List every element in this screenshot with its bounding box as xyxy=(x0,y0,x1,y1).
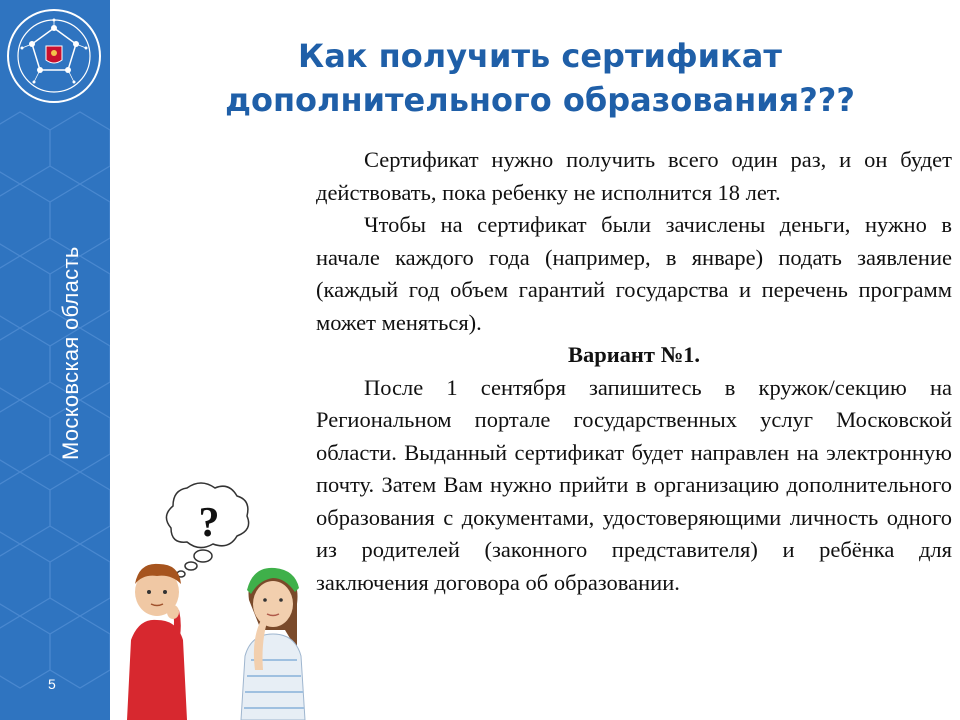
hexagon-pattern xyxy=(0,0,110,720)
sidebar xyxy=(0,0,110,720)
region-label: Московская область xyxy=(58,246,83,460)
variant-heading: Вариант №1. xyxy=(567,342,701,367)
paragraph-certificate-validity: Сертификат нужно получить всего один раз, и он будет действовать, пока ребенку не исполнится 18 лет. xyxy=(316,147,952,205)
education-center-emblem-icon xyxy=(4,6,104,106)
paragraph-enrollment-steps: После 1 сентября запишитесь в кружок/секцию на Региональном портале государственных услуг Московской области. Выданный сертификат будет направлен на электронную почту. Затем Вам нужно прийти в организацию дополнительного образования с документами, удостоверяющими личность одного из родителей (законного представителя) и ребёнка для заключения договора об образовании. xyxy=(316,374,952,595)
paragraph-annual-application: Чтобы на сертификат были зачислены деньги, нужно в начале каждого года (например, в январе) подать заявление (каждый год объем гарантий государства и перечень программ может меняться). xyxy=(316,212,952,335)
boy-figure xyxy=(127,564,187,720)
page-number: 5 xyxy=(48,676,56,692)
title-line-1: Как получить сертификат xyxy=(298,37,782,75)
question-mark: ? xyxy=(198,500,220,546)
children-question-thought-bubble-icon xyxy=(125,480,315,720)
girl-figure xyxy=(241,568,305,720)
body-text xyxy=(316,144,952,599)
page-title xyxy=(150,34,930,122)
title-line-2: дополнительного образования??? xyxy=(225,81,855,119)
